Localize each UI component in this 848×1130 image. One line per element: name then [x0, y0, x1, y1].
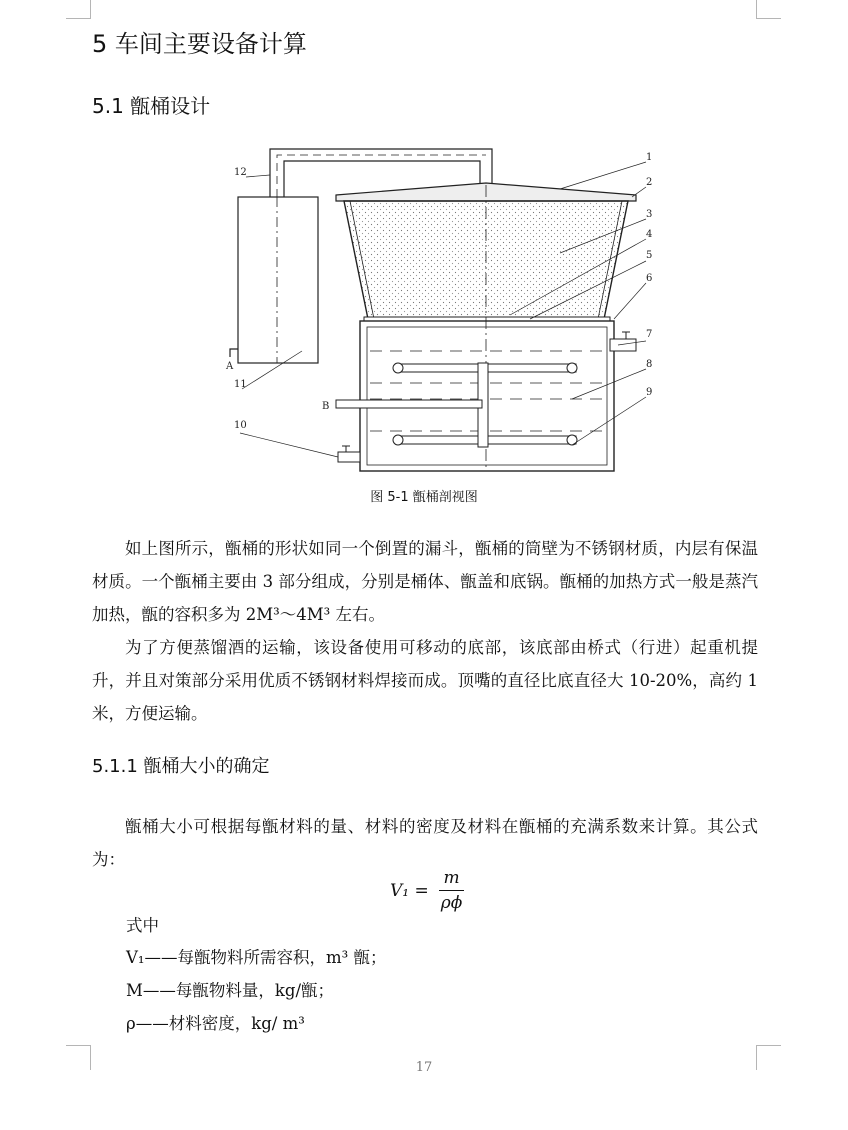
page-number: 17	[415, 1060, 433, 1075]
label-12: 12	[234, 167, 247, 178]
label-8: 8	[646, 359, 653, 370]
formula-lhs: V₁ =	[390, 880, 429, 901]
valve-10	[338, 452, 360, 462]
label-b: B	[322, 401, 330, 412]
label-9: 9	[646, 387, 653, 398]
paragraph-1: 如上图所示，甑桶的形状如同一个倒置的漏斗，甑桶的筒壁为不锈钢材质，内层有保温材质。一个甑桶主要由 3 部分组成，分别是桶体、甑盖和底锅。甑桶的加热方式一般是蒸汽加热，甑的容积多为 2M³～4M³ 左右。	[92, 539, 758, 624]
section-title: 5.1 甑桶设计	[92, 94, 211, 118]
steam-inlet-b	[336, 400, 482, 408]
outlet-a	[230, 349, 238, 357]
paragraph-2: 为了方便蒸馏酒的运输，该设备使用可移动的底部，该底部由桥式（行进）起重机提升，并且对策部分采用优质不锈钢材料焊接而成。顶嘴的直径比底直径大 10-20%，高约 1 米，方便运输。	[92, 638, 758, 723]
label-3: 3	[646, 209, 653, 220]
label-1: 1	[646, 152, 653, 163]
formula-denominator: ρϕ	[440, 893, 463, 913]
chapter-title: 5 车间主要设备计算	[92, 30, 307, 58]
definition-m: M——每甑物料量，kg/甑；	[126, 981, 335, 1000]
subsection-title: 5.1.1 甑桶大小的确定	[92, 756, 270, 777]
label-7: 7	[646, 329, 653, 340]
crop-mark-top-left	[66, 0, 91, 19]
label-5: 5	[646, 250, 653, 261]
definition-rho: ρ——材料密度，kg/ m³	[126, 1014, 305, 1033]
definition-v1: V₁——每甑物料所需容积，m³ 甑；	[126, 948, 387, 967]
where-label: 式中	[126, 916, 159, 935]
volume-formula	[390, 868, 466, 913]
steamer-cross-section-figure	[220, 145, 660, 481]
label-2: 2	[646, 177, 653, 188]
label-4: 4	[646, 229, 653, 240]
figure-caption: 图 5-1 甑桶剖视图	[370, 490, 478, 505]
condenser-box	[238, 197, 318, 363]
label-10: 10	[234, 420, 247, 431]
label-11: 11	[234, 379, 247, 390]
label-a: A	[226, 361, 234, 372]
label-6: 6	[646, 273, 653, 284]
valve-7	[610, 339, 636, 351]
paragraph-3: 甑桶大小可根据每甑材料的量、材料的密度及材料在甑桶的充满系数来计算。其公式为：	[92, 817, 758, 869]
formula-fraction	[437, 868, 467, 913]
crop-mark-top-right	[756, 0, 781, 19]
formula-numerator: m	[439, 868, 463, 891]
